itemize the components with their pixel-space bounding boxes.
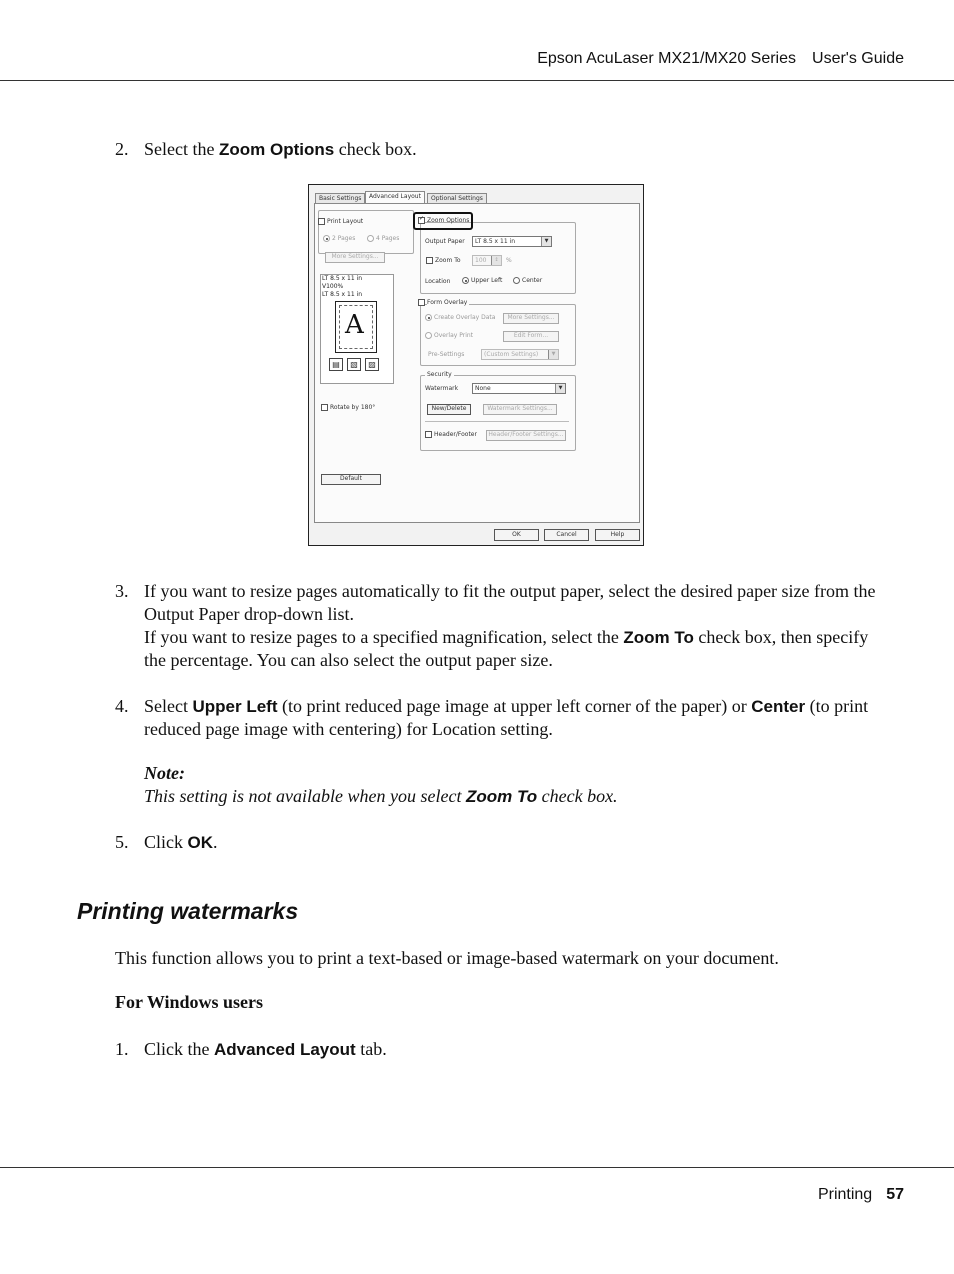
form-overlay-label: Form Overlay (427, 299, 468, 306)
ok-button[interactable]: OK (494, 529, 539, 541)
text: Click the (144, 1039, 214, 1059)
edit-form-button[interactable]: Edit Form... (503, 331, 559, 342)
output-paper-select[interactable] (472, 236, 552, 247)
step-text (144, 695, 884, 741)
page-number: 57 (886, 1186, 904, 1203)
step-3-line-2 (144, 626, 884, 672)
text: (to print reduced page image at upper left corner of the paper) or (277, 696, 752, 716)
zoom-options-checkbox[interactable] (418, 217, 425, 224)
security-divider (425, 421, 569, 422)
note-label: Note: (144, 763, 185, 783)
text: check box. (334, 139, 417, 159)
step-text (144, 1038, 884, 1061)
zoom-percent-input[interactable] (472, 255, 502, 266)
text: If you want to resize pages to a specified magnification, select the (144, 627, 624, 647)
zoom-value: 100 (475, 257, 487, 264)
text: check box, then specify the percentage. You can also select the output paper size. (144, 627, 869, 670)
output-paper-label: Output Paper (425, 238, 465, 245)
print-layout-group (318, 210, 414, 254)
more-settings-button[interactable]: More Settings... (325, 252, 385, 263)
pre-settings-label: Pre-Settings (428, 351, 465, 358)
spin-icon: ↕ (491, 256, 501, 265)
chevron-down-icon: ▼ (555, 384, 565, 393)
center-radio[interactable] (513, 277, 520, 284)
note-block (144, 762, 618, 808)
orientation-icons (329, 358, 381, 372)
location-label: Location (425, 278, 451, 285)
pages4-radio[interactable] (367, 235, 374, 242)
step-number: 5. (115, 832, 129, 852)
tab-basic-settings[interactable]: Basic Settings (315, 193, 365, 204)
zoom-to-label: Zoom To (435, 257, 461, 264)
orientation-icon-3: ▨ (365, 358, 379, 371)
text: This setting is not available when you select (144, 786, 466, 806)
footer-rule (0, 1167, 954, 1168)
ui-term: Center (751, 697, 806, 716)
upper-left-label: Upper Left (471, 277, 503, 284)
cancel-button[interactable]: Cancel (544, 529, 589, 541)
step-4 (115, 695, 885, 743)
watermark-settings-button[interactable]: Watermark Settings... (483, 404, 557, 415)
header-footer-label: Header/Footer (434, 431, 477, 438)
create-overlay-radio[interactable] (425, 314, 432, 321)
header-rule (0, 80, 954, 81)
advanced-layout-dialog (308, 184, 644, 546)
note-text (144, 785, 618, 808)
ui-term: Zoom To (623, 628, 694, 647)
tab-advanced-layout[interactable]: Advanced Layout (365, 191, 425, 204)
text: . (213, 832, 218, 852)
step-number: 1. (115, 1039, 129, 1059)
tab-panel (314, 203, 640, 523)
form-overlay-checkbox[interactable] (418, 299, 425, 306)
text: Select the (144, 139, 219, 159)
step-text (144, 831, 884, 854)
text: check box. (537, 786, 618, 806)
upper-left-radio[interactable] (462, 277, 469, 284)
orientation-icon-2: ▧ (347, 358, 361, 371)
preview-letter: A (345, 310, 364, 340)
footer-section: Printing (817, 1186, 873, 1203)
overlay-print-label: Overlay Print (434, 332, 474, 339)
ui-term: Zoom To (465, 787, 538, 806)
zoom-options-label: Zoom Options (427, 217, 470, 224)
pre-settings-select[interactable] (481, 349, 559, 360)
step-3-line-1: If you want to resize pages automatically to fit the output paper, select the desired paper size from the Output Paper drop-down list. (144, 581, 876, 624)
orientation-icon-1: ▤ (329, 358, 343, 371)
step-text (144, 580, 884, 672)
overlay-print-radio[interactable] (425, 332, 432, 339)
watermark-value: None (475, 385, 491, 392)
rotate-label: Rotate by 180° (330, 404, 376, 411)
ui-term: Upper Left (192, 697, 278, 716)
header-footer-checkbox[interactable] (425, 431, 432, 438)
section-title: Printing watermarks (77, 898, 299, 924)
preview-line-2: V100% (322, 283, 344, 290)
running-footer (818, 1186, 904, 1204)
print-layout-label: Print Layout (327, 218, 364, 225)
chevron-down-icon: ▼ (541, 237, 551, 246)
zoom-to-checkbox[interactable] (426, 257, 433, 264)
chevron-down-icon: ▼ (548, 350, 558, 359)
pages2-radio[interactable] (323, 235, 330, 242)
step-3 (115, 580, 885, 672)
tab-optional-settings[interactable]: Optional Settings (427, 193, 487, 204)
pages4-label: 4 Pages (376, 235, 400, 242)
header-footer-settings-button[interactable]: Header/Footer Settings... (486, 430, 566, 441)
security-label: Security (427, 371, 452, 378)
text: Select (144, 696, 193, 716)
output-paper-value: LT 8.5 x 11 in (475, 238, 516, 245)
print-layout-checkbox[interactable] (318, 218, 325, 225)
ui-term: Advanced Layout (214, 1040, 356, 1059)
help-button[interactable]: Help (595, 529, 640, 541)
ui-term: Zoom Options (218, 140, 335, 159)
pages2-label: 2 Pages (332, 235, 356, 242)
preview-page (335, 301, 377, 353)
watermark-label: Watermark (425, 385, 459, 392)
overlay-more-settings-button[interactable]: More Settings... (503, 313, 559, 324)
create-overlay-label: Create Overlay Data (434, 314, 496, 321)
text: (to print reduced page image with centering) for Location setting. (144, 696, 869, 739)
rotate-checkbox[interactable] (321, 404, 328, 411)
default-button[interactable]: Default (321, 474, 381, 485)
text: Click (144, 832, 188, 852)
text: tab. (355, 1039, 387, 1059)
center-label: Center (522, 277, 543, 284)
preview-line-3: LT 8.5 x 11 in (322, 291, 363, 298)
step-number: 3. (115, 581, 129, 601)
header-product: Epson AcuLaser MX21/MX20 Series (537, 50, 797, 67)
step-number: 4. (115, 696, 129, 716)
new-delete-button[interactable]: New/Delete (427, 404, 471, 415)
pre-settings-value: (Custom Settings) (484, 351, 539, 358)
watermark-select[interactable] (472, 383, 566, 394)
section-intro: This function allows you to print a text-based or image-based watermark on your document. (115, 948, 779, 968)
preview-line-1: LT 8.5 x 11 in (322, 275, 363, 282)
zoom-unit: % (506, 257, 512, 264)
header-guide: User's Guide (812, 50, 904, 67)
subheading: For Windows users (115, 992, 264, 1012)
step-text (144, 138, 884, 161)
running-header (521, 50, 904, 68)
step-number: 2. (115, 139, 129, 159)
ui-term: OK (187, 833, 213, 852)
